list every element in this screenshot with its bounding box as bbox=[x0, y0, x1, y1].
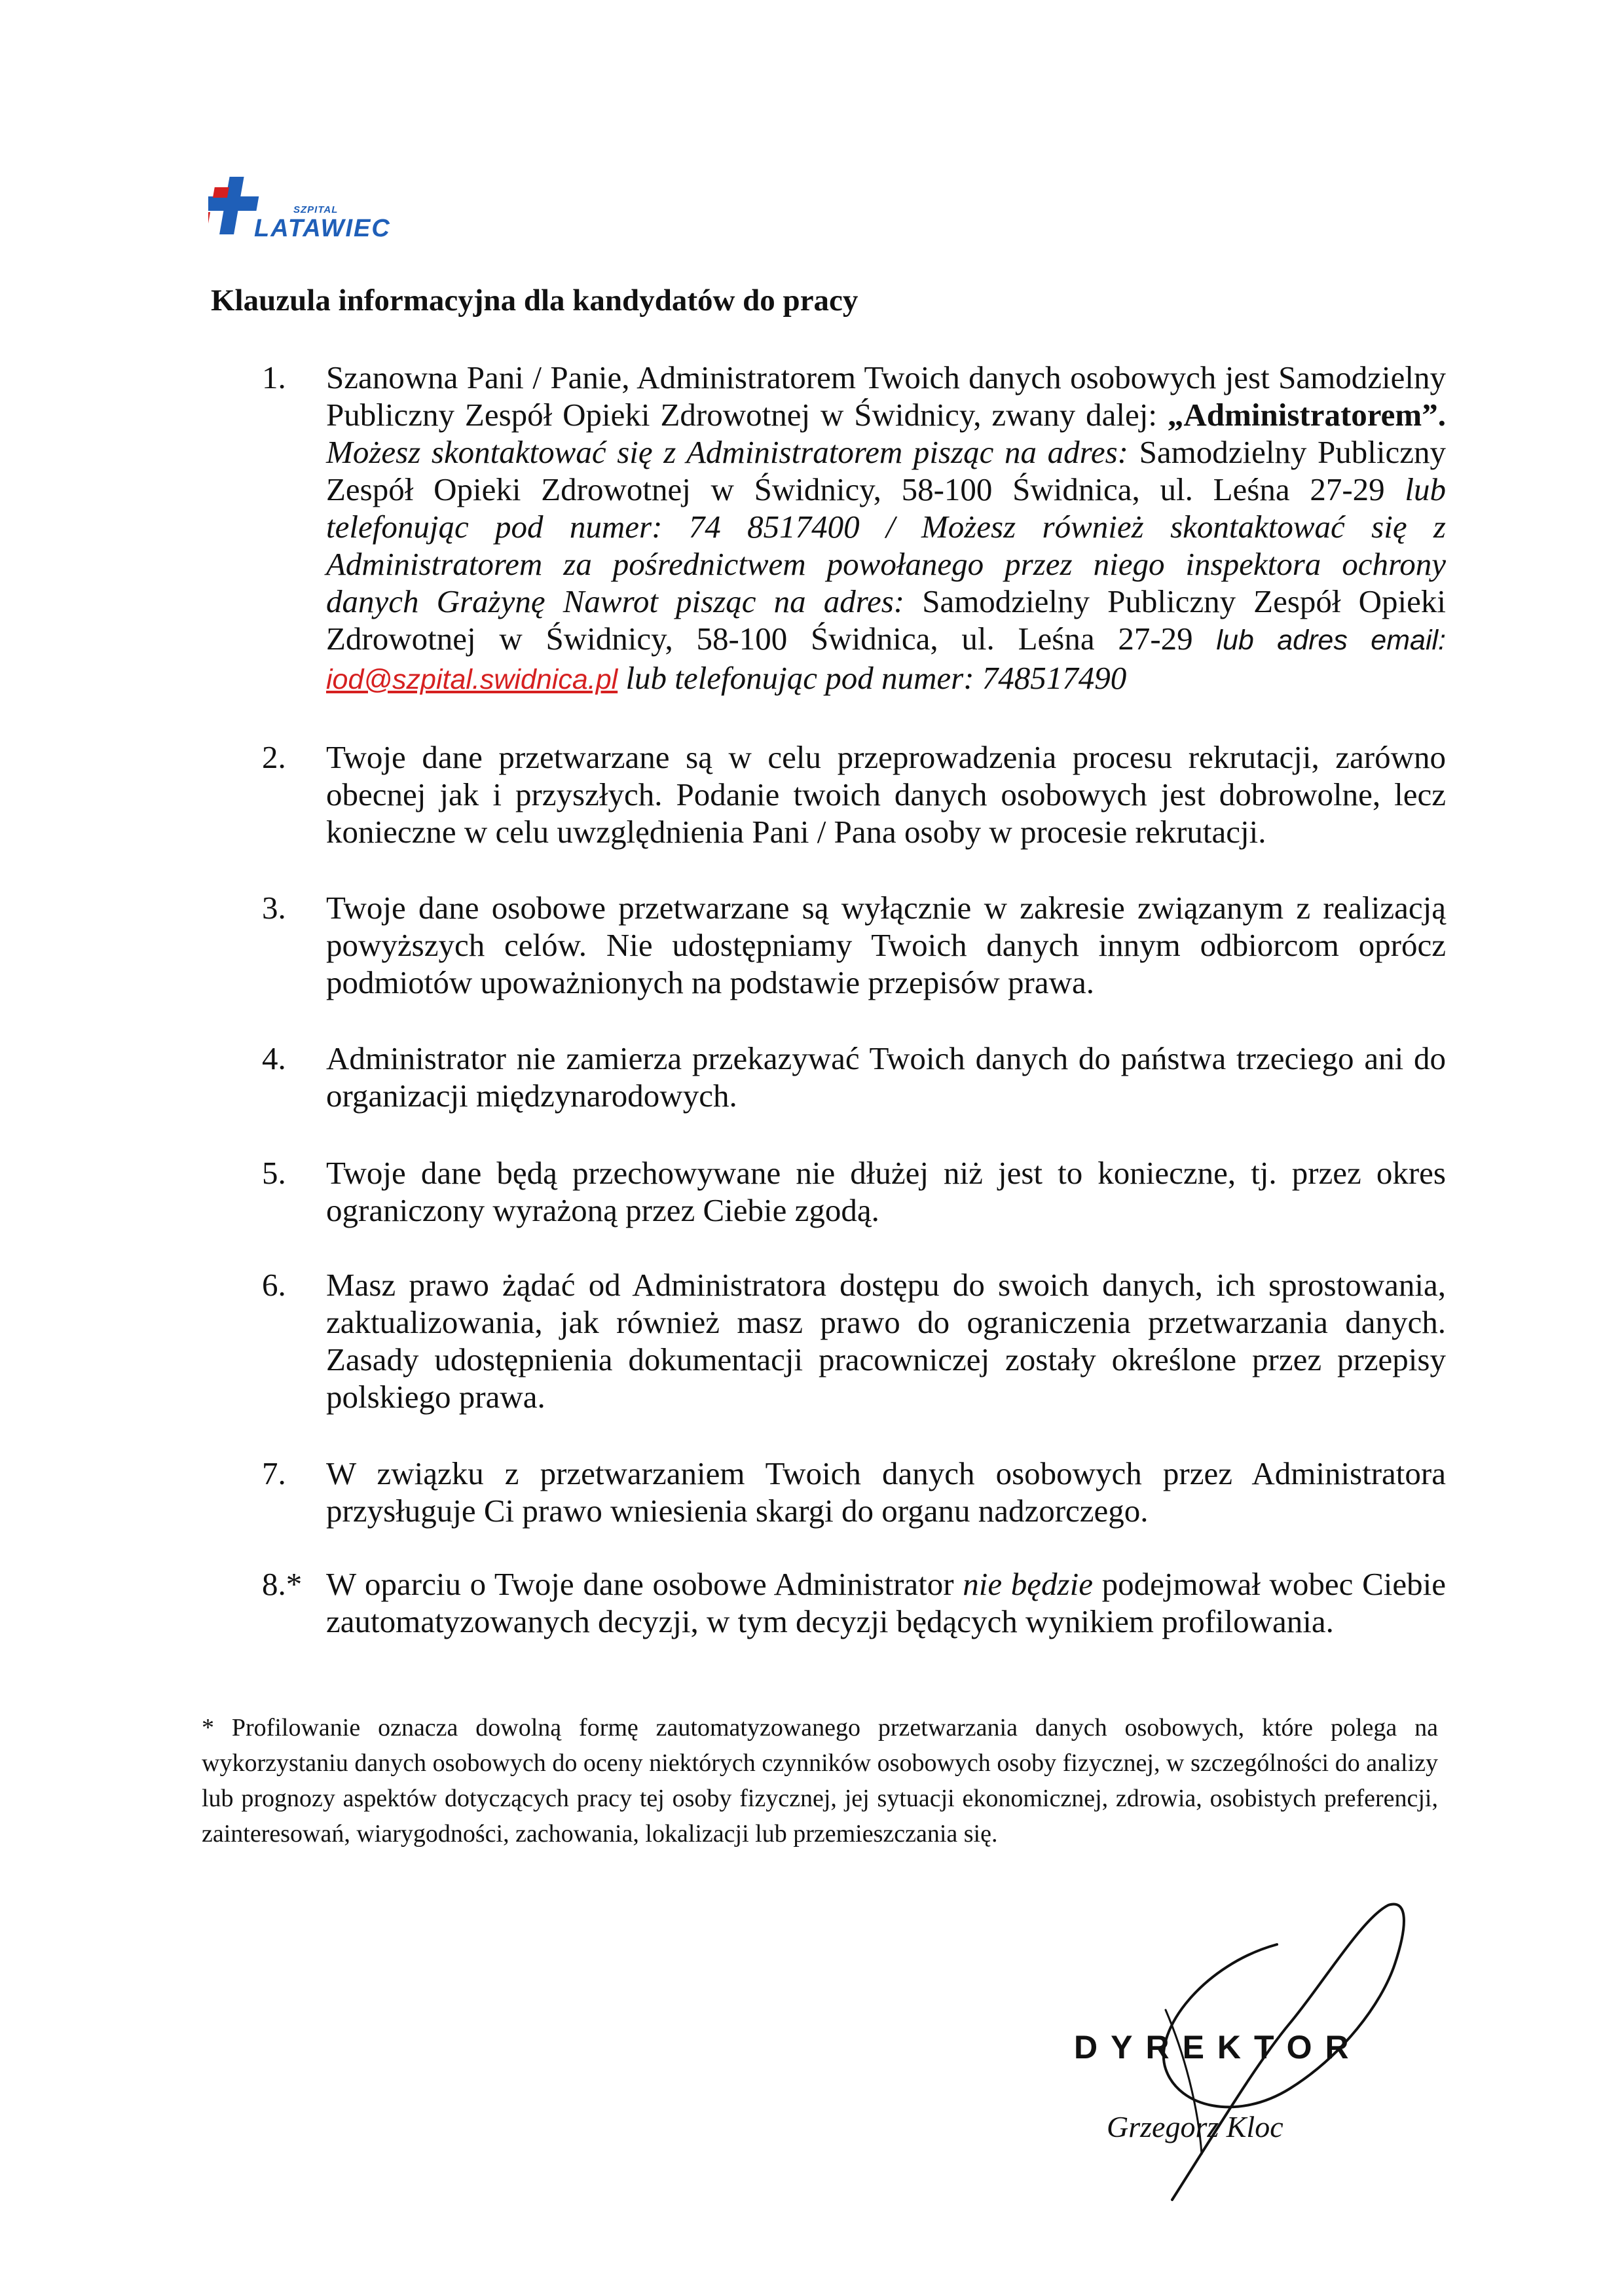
item-text: Twoje dane osobowe przetwarzane są wyłącznie w zakresie związanym z realizacją powyższych celów. Nie udostępniamy Twoich danych innym odbiorcom oprócz podmiotów upoważnionych na podstawie przepisów prawa. bbox=[326, 890, 1446, 1000]
list-item-4 bbox=[262, 1040, 1446, 1114]
item-text: Szanowna Pani / Panie, Administratorem Twoich danych osobowych jest Samodzielny Publiczny Zespół Opieki Zdrowotnej w Świdnicy, zwany dalej: „Administratorem”. Możesz skontaktować się z Administratorem pisząc na adres: Samodzielny Publiczny Zespół Opieki Zdrowotnej w Świdnicy, 58-100 Świdnica, ul. Leśna 27-29 lub telefonując pod numer: 74 8517400 / Możesz również skontaktować się z Administratorem za pośrednictwem powołanego przez niego inspektora ochrony danych Grażynę Nawrot pisząc na adres: Samodzielny Publiczny Zespół Opieki Zdrowotnej w Świdnicy, 58-100 Świdnica, ul. Leśna 27-29 lub adres email: iod@szpital.swidnica.pl lub telefonując pod numer: 748517490 bbox=[326, 359, 1447, 696]
list-item-8 bbox=[262, 1565, 1446, 1640]
list-item-3 bbox=[262, 889, 1446, 1001]
item-number: 3. bbox=[262, 890, 286, 926]
item-number: 1. bbox=[262, 359, 286, 395]
list-item-5 bbox=[262, 1154, 1446, 1229]
item-number: 4. bbox=[262, 1040, 286, 1076]
item-number: 8.* bbox=[262, 1566, 303, 1602]
logo-wordmark: LATAWIEC bbox=[254, 215, 391, 242]
item-text: Twoje dane będą przechowywane nie dłużej niż jest to konieczne, tj. przez okres ograniczony wyrażoną przez Ciebie zgodą. bbox=[326, 1155, 1446, 1228]
hospital-logo bbox=[208, 172, 391, 250]
logo-small-text: SZPITAL bbox=[293, 204, 339, 215]
email-link[interactable]: iod@szpital.swidnica.pl bbox=[326, 664, 618, 695]
footnote: * Profilowanie oznacza dowolną formę zautomatyzowanego przetwarzania danych osobowych, które polega na wykorzystaniu danych osobowych do oceny niektórych czynników osobowych osoby fizycznej, w szczególności do analizy lub prognozy aspektów dotyczących pracy tej osoby fizycznej, jej sytuacji ekonomicznej, zdrowia, osobistych preferencji, zainteresowań, wiarygodności, zachowania, lokalizacji lub przemieszczania się. bbox=[202, 1714, 1438, 1848]
list-item-7 bbox=[262, 1455, 1446, 1529]
item-number: 5. bbox=[262, 1155, 286, 1191]
item-text: Twoje dane przetwarzane są w celu przeprowadzenia procesu rekrutacji, zarówno obecnej jak i przyszłych. Podanie twoich danych osobowych jest dobrowolne, lecz konieczne w celu uwzględnienia Pani / Pana osoby w procesie rekrutacji. bbox=[326, 739, 1446, 850]
director-name: Grzegorz Kloc bbox=[1107, 2110, 1283, 2143]
list-item-6 bbox=[262, 1266, 1446, 1415]
item-number: 7. bbox=[262, 1455, 286, 1491]
page-title: Klauzula informacyjna dla kandydatów do pracy bbox=[211, 283, 858, 318]
item-text: Masz prawo żądać od Administratora dostępu do swoich danych, ich sprostowania, zaktualizowania, jak również masz prawo do ograniczenia przetwarzania danych. Zasady udostępnienia dokumentacji pracowniczej zostały określone przez przepisy polskiego prawa. bbox=[326, 1267, 1446, 1415]
item-number: 2. bbox=[262, 739, 286, 775]
director-stamp: DYREKTOR bbox=[1074, 2029, 1362, 2066]
item-text: Administrator nie zamierza przekazywać Twoich danych do państwa trzeciego ani do organizacji międzynarodowych. bbox=[326, 1040, 1446, 1114]
item-number: 6. bbox=[262, 1267, 286, 1303]
list-item-2 bbox=[262, 738, 1446, 850]
item-text: W oparciu o Twoje dane osobowe Administrator nie będzie podejmował wobec Ciebie zautomatyzowanych decyzji, w tym decyzji będących wynikiem profilowania. bbox=[326, 1566, 1447, 1639]
item-text: W związku z przetwarzaniem Twoich danych osobowych przez Administratora przysługuje Ci prawo wniesienia skargi do organu nadzorczego. bbox=[326, 1455, 1446, 1529]
list-item-1 bbox=[262, 359, 1446, 699]
